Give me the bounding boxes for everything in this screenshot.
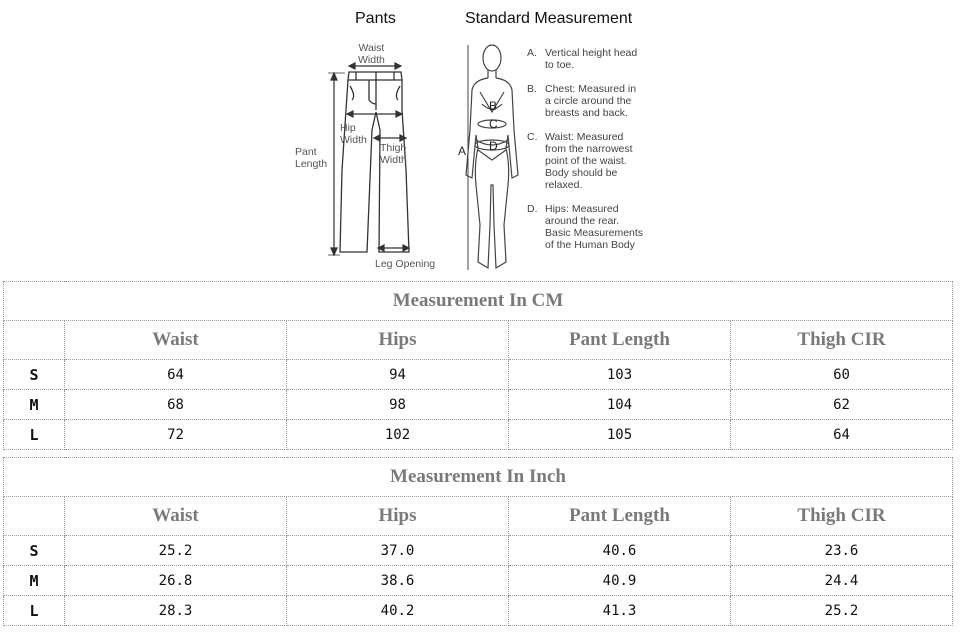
cell-pant-length: 41.3 — [509, 596, 731, 626]
header-thigh-cir: Thigh CIR — [731, 497, 953, 536]
header-size — [4, 321, 65, 360]
thigh-width-label-line2: Width — [380, 154, 407, 166]
table-title-row — [4, 458, 953, 497]
note-d-key: D. — [527, 203, 538, 215]
note-b — [527, 83, 636, 119]
cell-hips: 38.6 — [287, 566, 509, 596]
pant-length-label-line1: Pant — [295, 146, 317, 158]
note-d-line: of the Human Body — [545, 239, 635, 251]
cell-waist: 68 — [65, 390, 287, 420]
note-b-line: a circle around the — [545, 95, 632, 107]
waist-width-label-line1: Waist — [358, 42, 385, 54]
measurement-diagram — [0, 0, 961, 280]
cell-waist: 25.2 — [65, 536, 287, 566]
header-thigh-cir: Thigh CIR — [731, 321, 953, 360]
cell-hips: 94 — [287, 360, 509, 390]
pants-title: Pants — [355, 10, 396, 27]
cell-thigh-cir: 23.6 — [731, 536, 953, 566]
note-d — [527, 203, 643, 251]
diagram-drawing — [0, 0, 961, 280]
size-label: L — [4, 596, 65, 626]
thigh-width-label — [380, 142, 407, 166]
note-d-line: Hips: Measured — [545, 203, 619, 215]
size-label: M — [4, 566, 65, 596]
size-label: L — [4, 420, 65, 450]
cell-pant-length: 103 — [509, 360, 731, 390]
cell-thigh-cir: 60 — [731, 360, 953, 390]
note-a — [527, 47, 637, 71]
table-row — [4, 390, 953, 420]
body-letter-b: B — [489, 99, 498, 113]
cell-thigh-cir: 64 — [731, 420, 953, 450]
header-pant-length: Pant Length — [509, 321, 731, 360]
body-letter-a: A — [458, 144, 467, 158]
pant-length-label-line2: Length — [295, 158, 328, 170]
note-d-line: around the rear. — [545, 215, 620, 227]
leg-opening-label: Leg Opening — [375, 258, 436, 270]
note-c-line: Body should be — [545, 167, 618, 179]
note-a-line: Vertical height head — [545, 47, 638, 59]
note-c-key: C. — [527, 131, 538, 143]
note-b-line: Chest: Measured in — [545, 83, 637, 95]
cell-waist: 72 — [65, 420, 287, 450]
note-c-line: from the narrowest — [545, 143, 633, 155]
note-b-key: B. — [527, 83, 537, 95]
size-label: S — [4, 360, 65, 390]
table-header-row — [4, 321, 953, 360]
cell-hips: 37.0 — [287, 536, 509, 566]
header-size — [4, 497, 65, 536]
cell-hips: 98 — [287, 390, 509, 420]
size-label: S — [4, 536, 65, 566]
header-waist: Waist — [65, 321, 287, 360]
table-row — [4, 420, 953, 450]
note-d-line: Basic Measurements — [545, 227, 644, 239]
note-c-line: Waist: Measured — [545, 131, 624, 143]
cell-pant-length: 104 — [509, 390, 731, 420]
note-d-text — [545, 203, 643, 251]
header-hips: Hips — [287, 321, 509, 360]
standard-measurement-title: Standard Measurement — [465, 10, 633, 27]
table-header-row — [4, 497, 953, 536]
table-title: Measurement In Inch — [4, 458, 953, 497]
cell-hips: 102 — [287, 420, 509, 450]
thigh-width-label-line1: Thigh — [380, 142, 407, 154]
cell-thigh-cir: 24.4 — [731, 566, 953, 596]
note-c — [527, 131, 633, 191]
note-a-key: A. — [527, 47, 537, 59]
note-a-line: to toe. — [545, 59, 575, 71]
hip-width-label — [340, 122, 367, 146]
cell-thigh-cir: 25.2 — [731, 596, 953, 626]
cell-waist: 26.8 — [65, 566, 287, 596]
cell-waist: 64 — [65, 360, 287, 390]
note-c-line: relaxed. — [545, 179, 583, 191]
cell-pant-length: 105 — [509, 420, 731, 450]
note-b-text — [545, 83, 636, 119]
cell-waist: 28.3 — [65, 596, 287, 626]
header-waist: Waist — [65, 497, 287, 536]
header-hips: Hips — [287, 497, 509, 536]
body-letter-c: C — [489, 117, 498, 131]
table-row — [4, 596, 953, 626]
size-label: M — [4, 390, 65, 420]
waist-width-label — [358, 42, 385, 66]
table-row — [4, 536, 953, 566]
hip-width-label-line2: Width — [340, 134, 367, 146]
table-title-row — [4, 282, 953, 321]
cell-pant-length: 40.9 — [509, 566, 731, 596]
size-table-inch — [3, 457, 953, 626]
size-table-cm — [3, 281, 953, 450]
cell-thigh-cir: 62 — [731, 390, 953, 420]
cell-pant-length: 40.6 — [509, 536, 731, 566]
note-c-text — [545, 131, 633, 191]
pant-length-label — [295, 146, 327, 170]
table-row — [4, 360, 953, 390]
note-b-line: breasts and back. — [545, 107, 628, 119]
header-pant-length: Pant Length — [509, 497, 731, 536]
note-a-text — [545, 47, 637, 71]
note-c-line: point of the waist. — [545, 155, 627, 167]
body-letter-d: D — [489, 139, 498, 153]
cell-hips: 40.2 — [287, 596, 509, 626]
hip-width-label-line1: Hip — [340, 122, 356, 134]
waist-width-label-line2: Width — [358, 54, 385, 66]
table-row — [4, 566, 953, 596]
table-title: Measurement In CM — [4, 282, 953, 321]
body-illustration — [466, 45, 518, 268]
